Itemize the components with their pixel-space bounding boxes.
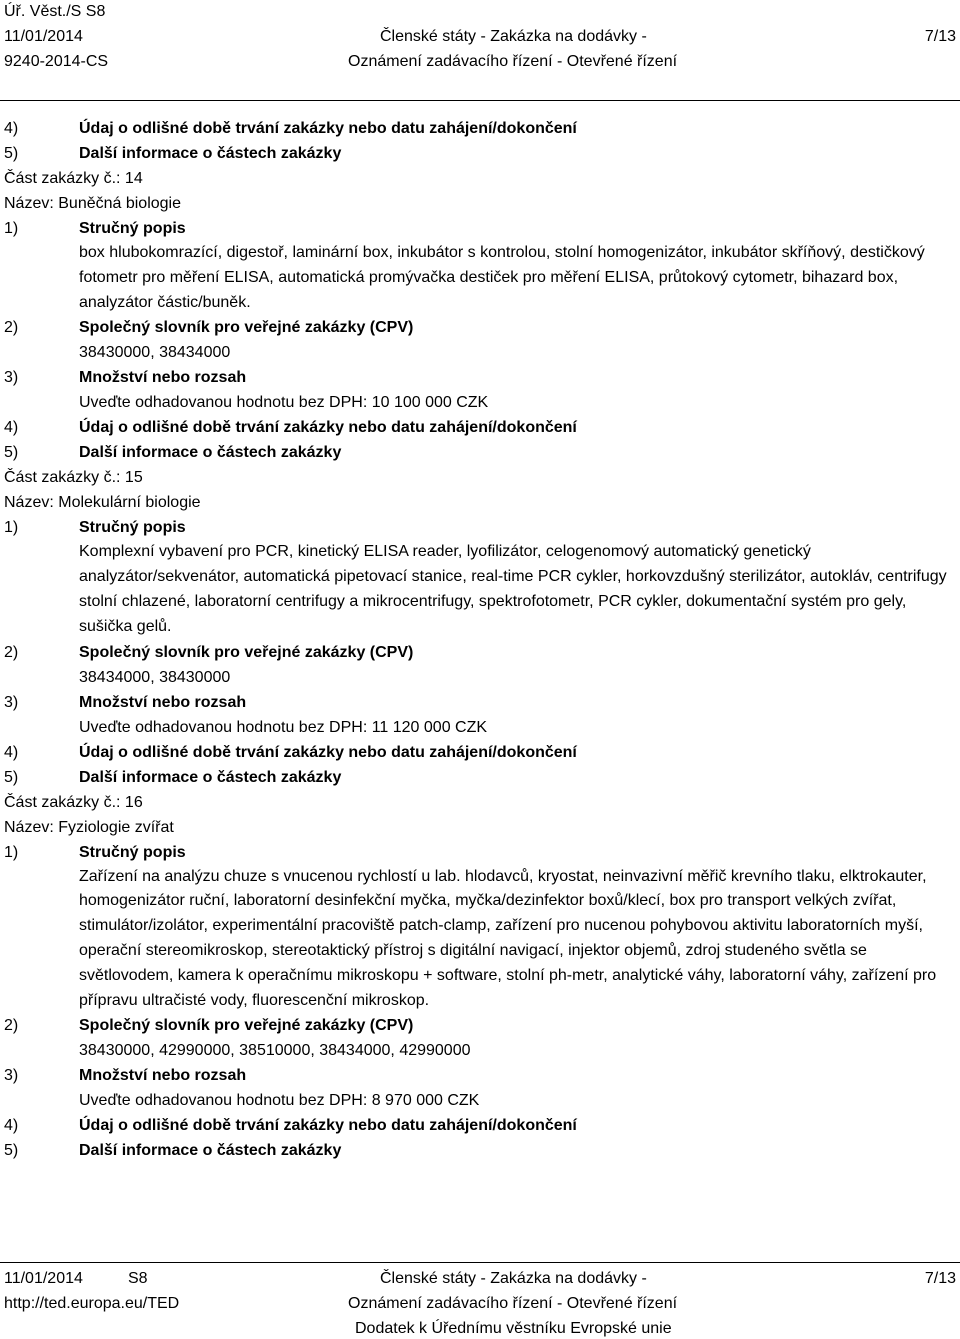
section-number: 2) (4, 643, 19, 661)
lot-number: Část zakázky č.: 15 (4, 469, 143, 487)
section-title: Údaj o odlišné době trvání zakázky nebo datu zahájení/dokončení (79, 120, 577, 137)
section-number: 5) (4, 444, 19, 462)
page-footer (0, 1262, 960, 1339)
section-heading (4, 440, 954, 465)
section-title: Další informace o částech zakázky (79, 768, 342, 786)
lot-14 (4, 166, 954, 465)
header-title-line2: Oznámení zadávacího řízení - Otevřené řízení (348, 53, 678, 70)
lot-description: box hlubokomrazící, digestoř, laminární box, inkubátor s kontrolou, stolní homogenizátor, inkubátor skříňový, destičkový fotometr pro měření ELISA, automatická promývačka destiček pro měření ELISA, průtokový cytometr, bihazard box, analyzátor částic/buněk. (79, 244, 925, 311)
lot-name: Název: Molekulární biologie (4, 494, 201, 512)
section-title: Další informace o částech zakázky (79, 1142, 342, 1160)
section-heading (4, 116, 954, 141)
section-heading (4, 1113, 954, 1138)
footer-date: 11/01/2014 (4, 1270, 83, 1287)
lot-number: Část zakázky č.: 14 (4, 170, 143, 187)
section-heading (4, 1013, 954, 1038)
estimated-value: Uveďte odhadovanou hodnotu bez DPH: 10 100 000 CZK (79, 394, 489, 412)
section-number: 4) (4, 419, 19, 437)
section-title: Množství nebo rozsah (79, 369, 247, 387)
section-number: 2) (4, 1017, 19, 1035)
section-heading (4, 640, 954, 665)
section-title: Stručný popis (79, 220, 186, 237)
section-heading (4, 216, 954, 241)
lot-16 (4, 790, 954, 1164)
section-heading (4, 415, 954, 440)
section-number: 5) (4, 145, 19, 162)
footer-title-line3: Dodatek k Úřednímu věstníku Evropské unie (355, 1320, 672, 1337)
section-number: 1) (4, 220, 19, 237)
lot-name: Název: Fyziologie zvířat (4, 818, 174, 836)
section-heading (4, 840, 954, 865)
section-title: Množství nebo rozsah (79, 693, 247, 711)
section-title: Společný slovník pro veřejné zakázky (CPV) (79, 1017, 414, 1035)
section-number: 3) (4, 1067, 19, 1085)
section-number: 5) (4, 768, 19, 786)
section-title: Stručný popis (79, 843, 186, 861)
lot-15 (4, 465, 954, 789)
header-page-number: 7/13 (924, 28, 956, 45)
page-header (0, 0, 960, 101)
header-title-line1: Členské státy - Zakázka na dodávky - (380, 28, 647, 45)
section-number: 5) (4, 1142, 19, 1160)
section-heading (4, 315, 954, 340)
section-heading (4, 365, 954, 390)
estimated-value: Uveďte odhadovanou hodnotu bez DPH: 11 120 000 CZK (79, 718, 488, 736)
section-heading (4, 690, 954, 715)
journal-reference: Úř. Věst./S S8 (4, 3, 106, 20)
section-title: Stručný popis (79, 519, 186, 537)
section-number: 4) (4, 743, 19, 761)
section-number: 4) (4, 1117, 19, 1135)
section-title: Údaj o odlišné době trvání zakázky nebo datu zahájení/dokončení (79, 743, 577, 761)
lot-name: Název: Buněčná biologie (4, 195, 182, 212)
footer-title-line1: Členské státy - Zakázka na dodávky - (380, 1270, 647, 1287)
document-body (4, 116, 954, 1163)
section-number: 3) (4, 369, 19, 387)
section-heading (4, 515, 954, 540)
header-date: 11/01/2014 (4, 28, 83, 45)
section-number: 4) (4, 120, 19, 137)
cpv-codes: 38430000, 38434000 (79, 344, 231, 362)
section-title: Společný slovník pro veřejné zakázky (CPV) (79, 319, 414, 337)
section-number: 1) (4, 519, 19, 537)
lot-number: Část zakázky č.: 16 (4, 793, 143, 811)
section-title: Množství nebo rozsah (79, 1067, 247, 1085)
section-title: Další informace o částech zakázky (79, 145, 342, 162)
estimated-value: Uveďte odhadovanou hodnotu bez DPH: 8 970 000 CZK (79, 1092, 480, 1110)
cpv-codes: 38434000, 38430000 (79, 668, 231, 686)
lot-description: Zařízení na analýzu chuze s vnucenou rychlostí u lab. hlodavců, kryostat, neinvazivní měřič krevního tlaku, elktrokauter, homogenizátor ruční, laboratorní desinfekční myčka, myčka/dezinfektor boxů/klecí, box pro transport velkých zvířat, stimulátor/izolátor, experimentální pracoviště patch-clamp, zařízení pro nucenou pohybovou aktivitu laboratorních myší, operační stereomikroskop, stereotaktický přístroj s digitální navigací, injektor objemů, zdroj studeného světla se světlovodem, kamera k operačnímu mikroskopu + software, stolní ph-metr, analytické váhy, laboratorní váhy, zařízení pro přípravu ultračisté vody, fluorescenční mikroskop. (79, 867, 937, 1009)
footer-title-line2: Oznámení zadávacího řízení - Otevřené řízení (348, 1295, 678, 1312)
section-heading (4, 765, 954, 790)
header-doc-id: 9240-2014-CS (4, 53, 109, 70)
section-heading (4, 141, 954, 166)
section-heading (4, 740, 954, 765)
section-heading (4, 1063, 954, 1088)
section-heading (4, 1138, 954, 1163)
footer-series: S8 (128, 1270, 148, 1287)
section-number: 1) (4, 843, 19, 861)
section-title: Údaj o odlišné době trvání zakázky nebo datu zahájení/dokončení (79, 419, 577, 437)
section-title: Společný slovník pro veřejné zakázky (CPV) (79, 643, 414, 661)
footer-page-number: 7/13 (924, 1270, 956, 1287)
lot-description: Komplexní vybavení pro PCR, kinetický ELISA reader, lyofilizátor, celogenomový automatický genetický analyzátor/sekvenátor, automatická pipetovací stanice, real-time PCR cykler, horkovzdušný sterilizátor, autokláv, centrifugy stolní chlazené, laboratorní centrifugy a mikrocentrifugy, spektrofotometr, PCR cykler, dokumentační systém pro gely, sušička gelů. (79, 543, 947, 635)
section-number: 3) (4, 693, 19, 711)
section-title: Údaj o odlišné době trvání zakázky nebo datu zahájení/dokončení (79, 1117, 577, 1135)
cpv-codes: 38430000, 42990000, 38510000, 38434000, 42990000 (79, 1042, 471, 1060)
section-title: Další informace o částech zakázky (79, 444, 342, 462)
footer-url[interactable]: http://ted.europa.eu/TED (4, 1295, 180, 1312)
section-number: 2) (4, 319, 19, 337)
